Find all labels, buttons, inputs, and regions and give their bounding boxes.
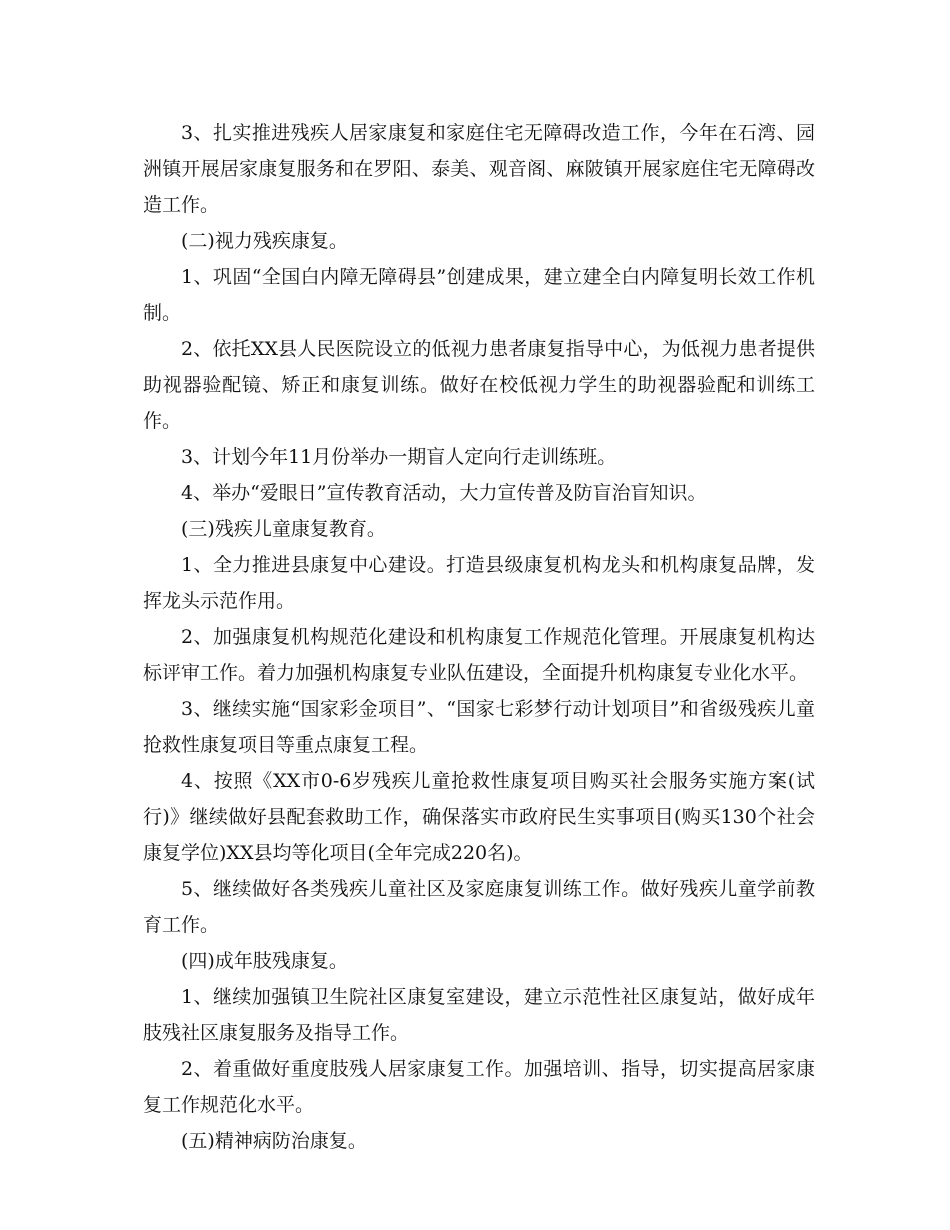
document-body (143, 115, 815, 1159)
paragraph-community-rehab-room: 1、继续加强镇卫生院社区康复室建设，建立示范性社区康复站，做好成年肢残社区康复服务及指导工作。 (143, 986, 815, 1044)
paragraph-institution-standard: 2、加强康复机构规范化建设和机构康复工作规范化管理。开展康复机构达标评审工作。着力加强机构康复专业队伍建设，全面提升机构康复专业化水平。 (143, 626, 815, 684)
section-heading-vision: (二)视力残疾康复。 (181, 230, 348, 252)
paragraph-home-rehab: 3、扎实推进残疾人居家康复和家庭住宅无障碍改造工作，今年在石湾、园洲镇开展居家康复服务和在罗阳、泰美、观音阁、麻陂镇开展家庭住宅无障碍改造工作。 (143, 122, 815, 216)
paragraph-community-training: 5、继续做好各类残疾儿童社区及家庭康复训练工作。做好残疾儿童学前教育工作。 (143, 878, 815, 936)
section-heading-children: (三)残疾儿童康复教育。 (181, 518, 386, 540)
paragraph-rehab-center: 1、全力推进县康复中心建设。打造县级康复机构龙头和机构康复品牌，发挥龙头示范作用。 (143, 554, 815, 612)
paragraph-eye-day: 4、举办“爱眼日”宣传教育活动，大力宣传普及防盲治盲知识。 (181, 482, 707, 504)
section-heading-mental: (五)精神病防治康复。 (181, 1130, 367, 1152)
section-heading-limb: (四)成年肢残康复。 (181, 950, 348, 972)
paragraph-low-vision-center: 2、依托XX县人民医院设立的低视力患者康复指导中心，为低视力患者提供助视器验配镜、矫正和康复训练。做好在校低视力学生的助视器验配和训练工作。 (143, 338, 815, 432)
paragraph-purchase-service: 4、按照《XX市0-6岁残疾儿童抢救性康复项目购买社会服务实施方案(试行)》继续做好县配套救助工作，确保落实市政府民生实事项目(购买130个社会康复学位)XX县均等化项目(全年完成220名)。 (143, 770, 815, 864)
paragraph-blind-training: 3、计划今年11月份举办一期盲人定向行走训练班。 (181, 446, 617, 468)
paragraph-key-projects: 3、继续实施“国家彩金项目”、“国家七彩梦行动计划项目”和省级残疾儿童抢救性康复项目等重点康复工程。 (143, 698, 815, 756)
paragraph-cataract: 1、巩固“全国白内障无障碍县”创建成果，建立建全白内障复明长效工作机制。 (143, 266, 815, 324)
paragraph-severe-limb: 2、着重做好重度肢残人居家康复工作。加强培训、指导，切实提高居家康复工作规范化水平。 (143, 1058, 815, 1116)
